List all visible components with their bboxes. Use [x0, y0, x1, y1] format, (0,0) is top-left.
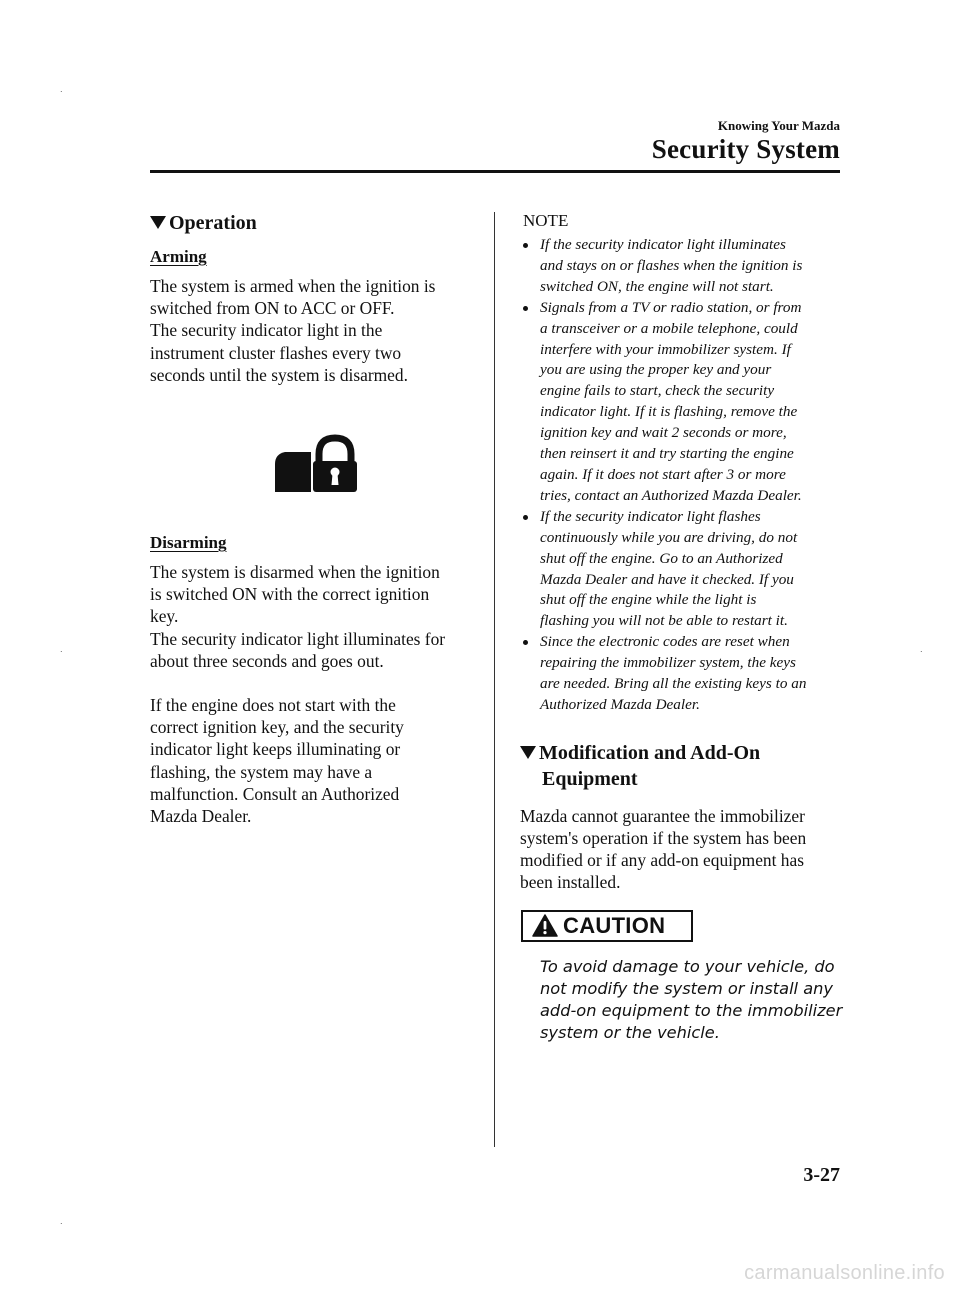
text-line: is switched ON with the correct ignition [150, 584, 430, 605]
text-line: again. If it does not start after 3 or more [540, 465, 786, 483]
note-label: NOTE [523, 211, 569, 230]
operation-heading-text: Operation [169, 212, 257, 234]
caution-box [521, 910, 693, 942]
disarming-paragraph [150, 561, 470, 672]
text-line: interfere with your immobilizer system. If [540, 340, 791, 358]
heading-line: Equipment [542, 767, 638, 790]
text-line: switched ON, the engine will not start. [540, 277, 774, 295]
text-line: instrument cluster flashes every two [150, 342, 402, 363]
text-line: you are using the proper key and your [540, 361, 772, 379]
triangle-marker-icon [520, 746, 536, 759]
text-line: The security indicator light illuminates for [150, 628, 446, 649]
text-line: repairing the immobilizer system, the keys [540, 654, 796, 672]
left-column [150, 210, 470, 827]
text-line: If the engine does not start with the [150, 695, 396, 716]
arming-heading: Arming [150, 247, 207, 266]
text-line: indicator light. If it is flashing, remove the [540, 403, 798, 421]
modification-paragraph [520, 805, 845, 894]
text-line: tries, contact an Authorized Mazda Dealer. [540, 486, 802, 504]
text-line: system or the vehicle. [540, 1022, 720, 1042]
text-line: key. [150, 606, 179, 627]
header-rule [150, 170, 840, 173]
crop-mark: . [60, 85, 63, 94]
text-line: then reinsert it and try starting the engine [540, 445, 794, 463]
text-line: If the security indicator light flashes [540, 507, 761, 525]
text-line: Mazda Dealer. [150, 806, 252, 827]
text-line: modified or if any add-on equipment has [520, 850, 804, 871]
right-column [520, 210, 845, 1044]
caution-label: CAUTION [563, 912, 666, 938]
crop-mark: . [60, 1217, 63, 1226]
text-line: malfunction. Consult an Authorized [150, 783, 400, 804]
text-line: The system is armed when the ignition is [150, 276, 436, 296]
text-line: To avoid damage to your vehicle, do [540, 956, 835, 976]
text-line: correct ignition key, and the security [150, 717, 404, 738]
heading-line: Modification and Add-On [539, 741, 761, 764]
text-line: The system is disarmed when the ignition [150, 562, 440, 583]
crop-mark: . [920, 645, 923, 654]
malfunction-paragraph [150, 694, 470, 827]
disarming-heading: Disarming [150, 533, 227, 553]
note-bullet [520, 298, 845, 507]
modification-heading-text [539, 740, 760, 792]
arming-paragraph [150, 275, 470, 386]
note-bullet [520, 507, 845, 632]
note-bullet [520, 235, 845, 298]
text-line: flashing, the system may have a [150, 761, 373, 782]
text-line: seconds until the system is disarmed. [150, 364, 408, 385]
text-line: engine fails to start, check the security [540, 382, 775, 400]
text-line: are needed. Bring all the existing keys to an [540, 675, 807, 693]
text-line: Since the electronic codes are reset when [540, 633, 790, 651]
text-line: flashing you will not be able to restart it. [540, 612, 788, 630]
text-line: switched from ON to ACC or OFF. [150, 298, 395, 319]
text-line: shut off the engine while the light is [540, 591, 757, 609]
crop-mark: . [60, 645, 63, 654]
text-line: continuously while you are driving, do not [540, 528, 798, 546]
text-line: If the security indicator light illuminates [540, 236, 786, 253]
operation-heading [150, 210, 470, 236]
text-line: about three seconds and goes out. [150, 650, 384, 671]
modification-heading [520, 740, 845, 792]
chapter-title: Knowing Your Mazda [717, 118, 840, 133]
text-line: been installed. [520, 872, 621, 893]
column-divider [494, 212, 495, 1147]
text-line: Mazda cannot guarantee the immobilizer [520, 805, 805, 826]
text-line: Signals from a TV or radio station, or from [540, 298, 802, 316]
text-line: add-on equipment to the immobilizer [540, 1000, 843, 1020]
text-line: Authorized Mazda Dealer. [540, 695, 700, 713]
triangle-marker-icon [150, 216, 166, 229]
caution-text [540, 956, 845, 1044]
text-line: not modify the system or install any [540, 978, 833, 998]
text-line: and stays on or flashes when the ignition is [540, 256, 803, 274]
text-line: Mazda Dealer and have it checked. If you [540, 570, 794, 588]
text-line: ignition key and wait 2 seconds or more, [540, 424, 787, 442]
section-title: Security System [651, 134, 840, 164]
icon-container [206, 434, 426, 494]
text-line: indicator light keeps illuminating or [150, 739, 401, 760]
note-bullet [520, 632, 845, 716]
text-line: system's operation if the system has been [520, 828, 807, 849]
text-line: The security indicator light in the [150, 320, 383, 341]
text-line: shut off the engine. Go to an Authorized [540, 549, 783, 567]
warning-triangle-icon [532, 914, 558, 937]
text-line: a transceiver or a mobile telephone, could [540, 319, 798, 337]
security-indicator-icon [271, 434, 361, 494]
watermark: carmanualsonline.info [744, 1262, 945, 1284]
page-number: 3-27 [803, 1164, 840, 1186]
